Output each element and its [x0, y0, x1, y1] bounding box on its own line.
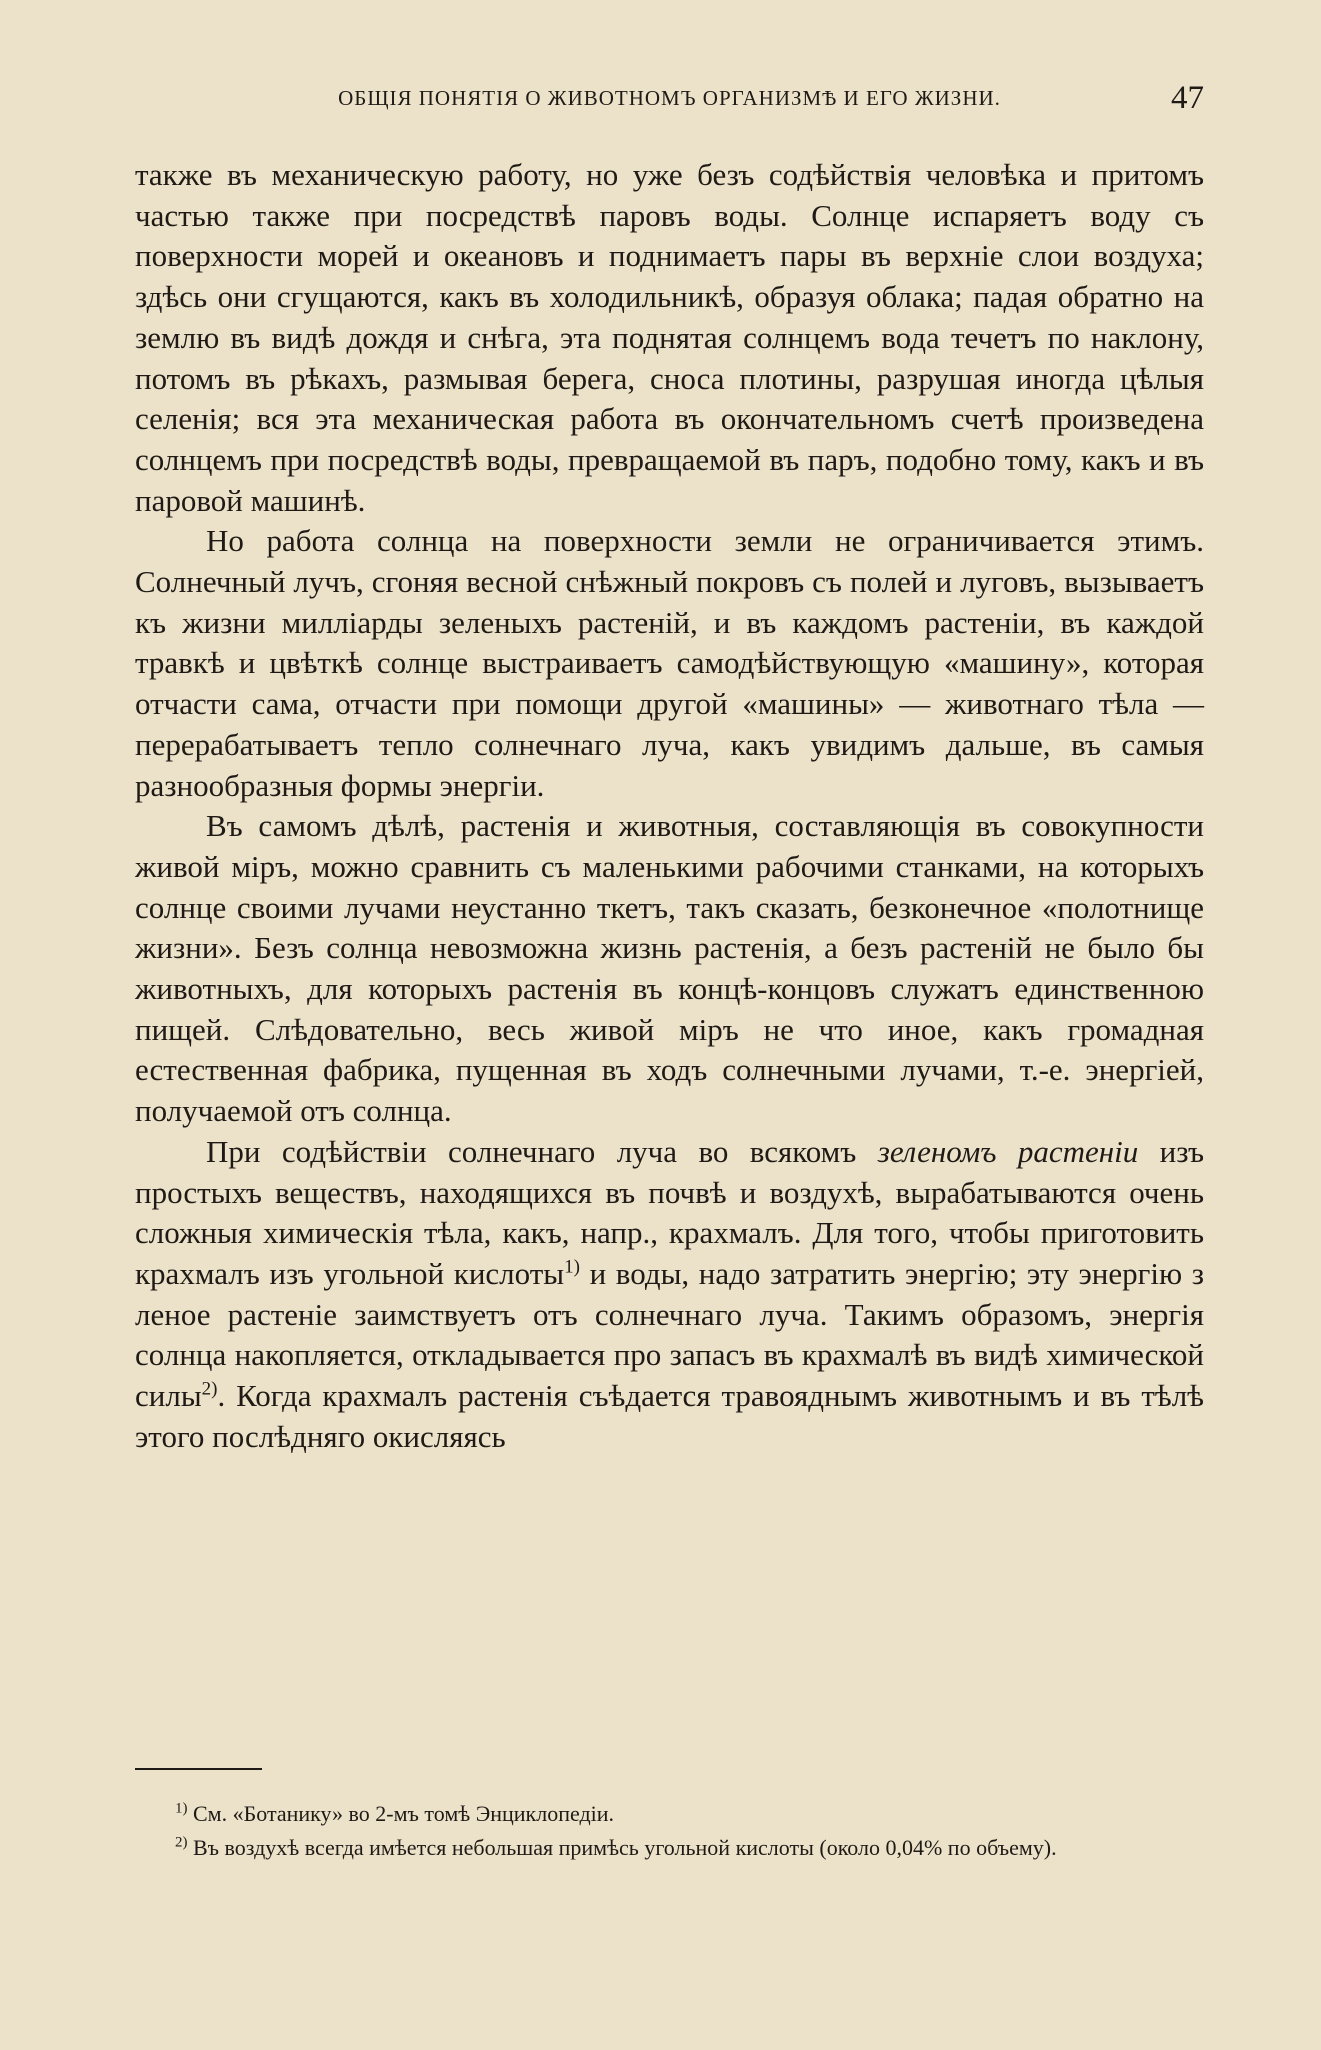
paragraph-2: Но работа солнца на поверхности земли не ограничивается этимъ. Солнечный лучъ, сгоняя весной снѣжный покровъ съ полей и луговъ, вызываетъ къ жизни милліарды зеленыхъ растеній, и въ каждомъ растеніи, въ каждой травкѣ и цвѣткѣ солнце выстраиваетъ самодѣйствующую «машину», которая отчасти сама, отчасти при помощи другой «машины» — животнаго тѣла — перерабатываетъ тепло солнечнаго луча, какъ увидимъ дальше, въ самыя разнообразныя формы энергіи.: [135, 523, 1204, 803]
footnote-1-text: См. «Ботанику» во 2-мъ томѣ Энциклопедіи.: [187, 1801, 615, 1826]
page-number: 47: [1171, 80, 1204, 116]
paragraph-3: Въ самомъ дѣлѣ, растенія и животныя, составляющія въ совокупности живой міръ, можно сравнить съ маленькими рабочими станками, на которыхъ солнце своими лучами неустанно ткетъ, такъ сказать, безконечное «полотнище жизни». Безъ солнца невозможна жизнь растенія, а безъ растеній не было бы животныхъ, для которыхъ растенія въ концѣ-концовъ служатъ единственною пищей. Слѣдовательно, весь живой міръ не что иное, какъ громадная естественная фабрика, пущенная въ ходъ солнечными лучами, т.-е. энергіей, получаемой отъ солнца.: [135, 808, 1204, 1129]
running-head: [135, 80, 1204, 120]
footnote-1: [135, 1797, 1204, 1831]
emphasis-green-plant: зеленомъ растеніи: [877, 1133, 1139, 1169]
footnote-ref-1[interactable]: 1): [564, 1256, 580, 1278]
paragraph-4-part-c: и воды, надо затратить энергію; эту энергію з леное растеніе заимствуетъ отъ солнечнаго луча. Такимъ образомъ, энергія солнца накопляется, откладывается про запасъ въ крахмалѣ въ видѣ химической силы: [135, 1255, 1204, 1414]
footnote-ref-2[interactable]: 2): [201, 1378, 218, 1400]
paragraph-4: [135, 1132, 1204, 1458]
paragraph-4-part-b: изъ простыхъ веществъ, находящихся въ почвѣ и воздухѣ, вырабатываются очень сложныя химическія тѣла, какъ, напр., крахмалъ. Для того, чтобы приготовить крахмалъ изъ угольной кислоты: [135, 1133, 1204, 1291]
footnote-2: [135, 1831, 1204, 1865]
footnote-mark-2: 2): [175, 1834, 188, 1851]
paragraph-1: также въ механическую работу, но уже безъ содѣйствія человѣка и притомъ частью также при посредствѣ паровъ воды. Солнце испаряетъ воду съ поверхности морей и океановъ и поднимаетъ пары въ верхніе слои воздуха; здѣсь они сгущаются, какъ въ холодильникѣ, образуя облака; падая обратно на землю въ видѣ дождя и снѣга, эта поднятая солнцемъ вода течетъ по наклону, потомъ въ рѣкахъ, размывая берега, сноса плотины, разрушая иногда цѣлыя селенія; вся эта механическая работа въ окончательномъ счетѣ произведена солнцемъ при посредствѣ воды, превращаемой въ паръ, подобно тому, какъ и въ паровой машинѣ.: [135, 157, 1204, 518]
running-title: ОБЩІЯ ПОНЯТІЯ О ЖИВОТНОМЪ ОРГАНИЗМѢ И ЕГО ЖИЗНИ.: [338, 86, 1001, 110]
paragraph-4-part-d: . Когда крахмалъ растенія съѣдается травояднымъ животнымъ и въ тѣлѣ этого послѣдняго окисляясь: [135, 1378, 1204, 1454]
body-text: [135, 155, 1204, 1458]
paragraph-4-part-a: При содѣйствіи солнечнаго луча во всякомъ: [206, 1133, 878, 1169]
footnote-rule: [135, 1768, 262, 1770]
footnotes: [135, 1797, 1204, 1865]
footnote-2-text: Въ воздухѣ всегда имѣется небольшая примѣсь угольной кислоты (около 0,04% по объему).: [187, 1835, 1057, 1860]
footnote-mark-1: 1): [175, 1800, 188, 1817]
